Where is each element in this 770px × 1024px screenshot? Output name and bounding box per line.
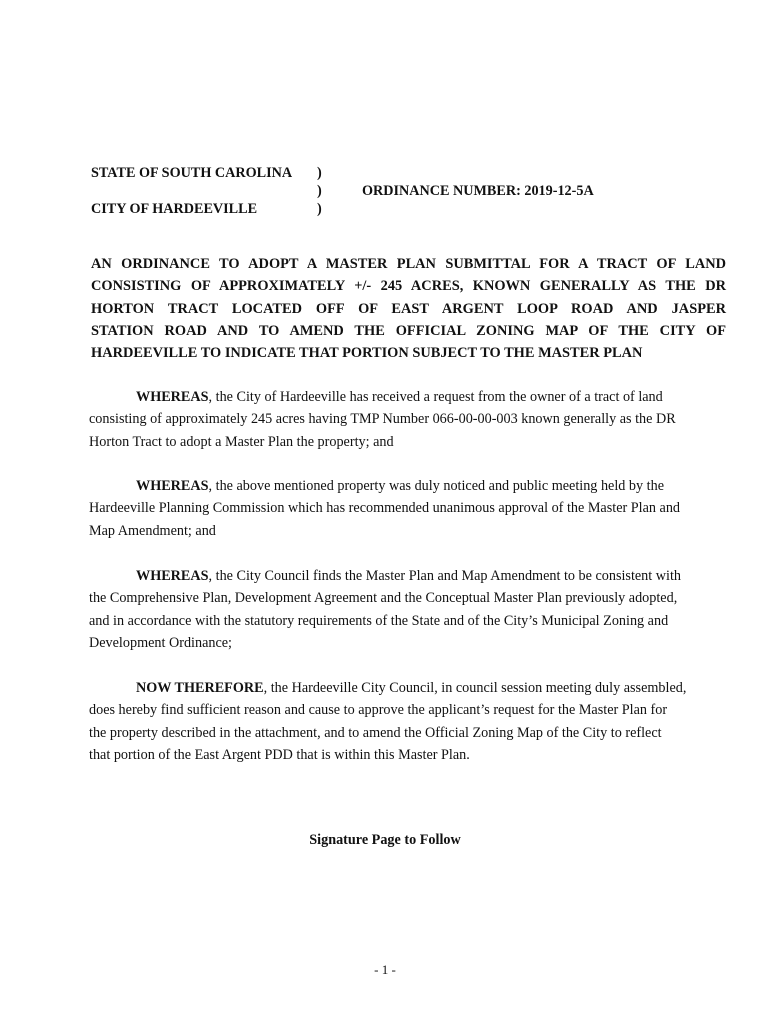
paragraph-lead: WHEREAS bbox=[136, 389, 209, 405]
paragraph-line: Hardeeville Planning Commission which has recommended unanimous approval of the Master Plan and bbox=[89, 500, 681, 517]
paragraph-first-line bbox=[89, 475, 725, 497]
title-line: HARDEEVILLE TO INDICATE THAT PORTION SUBJECT TO THE MASTER PLAN bbox=[91, 345, 643, 362]
page-number: - 1 - bbox=[374, 962, 396, 977]
paragraph-line: Map Amendment; and bbox=[89, 522, 216, 539]
title-line: STATION ROAD AND TO AMEND THE OFFICIAL ZONING MAP OF THE CITY OF bbox=[91, 322, 726, 339]
whereas-paragraph-3 bbox=[89, 565, 725, 654]
ordinance-title bbox=[91, 253, 726, 364]
caption-paren-1: ) bbox=[317, 165, 322, 181]
paragraph-text: , the above mentioned property was duly noticed and public meeting held by the bbox=[208, 478, 664, 494]
title-line: AN ORDINANCE TO ADOPT A MASTER PLAN SUBMITTAL FOR A TRACT OF LAND bbox=[91, 256, 726, 272]
paragraph-lead: NOW THEREFORE bbox=[136, 680, 264, 696]
paragraph-line: Development Ordinance; bbox=[89, 634, 233, 651]
whereas-paragraph-1 bbox=[89, 386, 725, 453]
paragraph-lead: WHEREAS bbox=[136, 568, 209, 584]
paragraph-line: does hereby find sufficient reason and cause to approve the applicant’s request for the Master Plan for bbox=[89, 702, 668, 719]
title-line: CONSISTING OF APPROXIMATELY +/- 245 ACRES, KNOWN GENERALLY AS THE DR bbox=[91, 278, 726, 295]
signature-note: Signature Page to Follow bbox=[309, 832, 461, 848]
paragraph-line: that portion of the East Argent PDD that is within this Master Plan. bbox=[89, 746, 470, 763]
paragraph-lead: WHEREAS bbox=[136, 478, 209, 494]
paragraph-line: consisting of approximately 245 acres having TMP Number 066-00-00-003 known generally as the DR bbox=[89, 411, 676, 428]
whereas-paragraph-2 bbox=[89, 475, 725, 542]
paragraph-first-line bbox=[89, 386, 725, 408]
state-caption: STATE OF SOUTH CAROLINA bbox=[91, 165, 293, 181]
caption-paren-2: ) bbox=[317, 183, 322, 199]
paragraph-line: the property described in the attachment, and to amend the Official Zoning Map of the City to reflect bbox=[89, 724, 662, 741]
city-caption: CITY OF HARDEEVILLE bbox=[91, 201, 258, 217]
ordinance-number: ORDINANCE NUMBER: 2019-12-5A bbox=[362, 183, 594, 199]
paragraph-first-line bbox=[89, 565, 725, 587]
now-therefore-paragraph bbox=[89, 677, 725, 766]
paragraph-line: Horton Tract to adopt a Master Plan the property; and bbox=[89, 433, 394, 450]
title-line: HORTON TRACT LOCATED OFF OF EAST ARGENT LOOP ROAD AND JASPER bbox=[91, 300, 726, 317]
paragraph-line: and in accordance with the statutory requirements of the State and of the City’s Municipal Zoning and bbox=[89, 612, 669, 629]
paragraph-text: , the Hardeeville City Council, in council session meeting duly assembled, bbox=[263, 680, 687, 696]
paragraph-line: the Comprehensive Plan, Development Agreement and the Conceptual Master Plan previously adopted, bbox=[89, 590, 678, 607]
paragraph-first-line bbox=[89, 677, 725, 699]
caption-paren-3: ) bbox=[317, 201, 322, 217]
paragraph-text: , the City Council finds the Master Plan and Map Amendment to be consistent with bbox=[208, 568, 681, 584]
paragraph-text: , the City of Hardeeville has received a request from the owner of a tract of land bbox=[208, 389, 663, 405]
